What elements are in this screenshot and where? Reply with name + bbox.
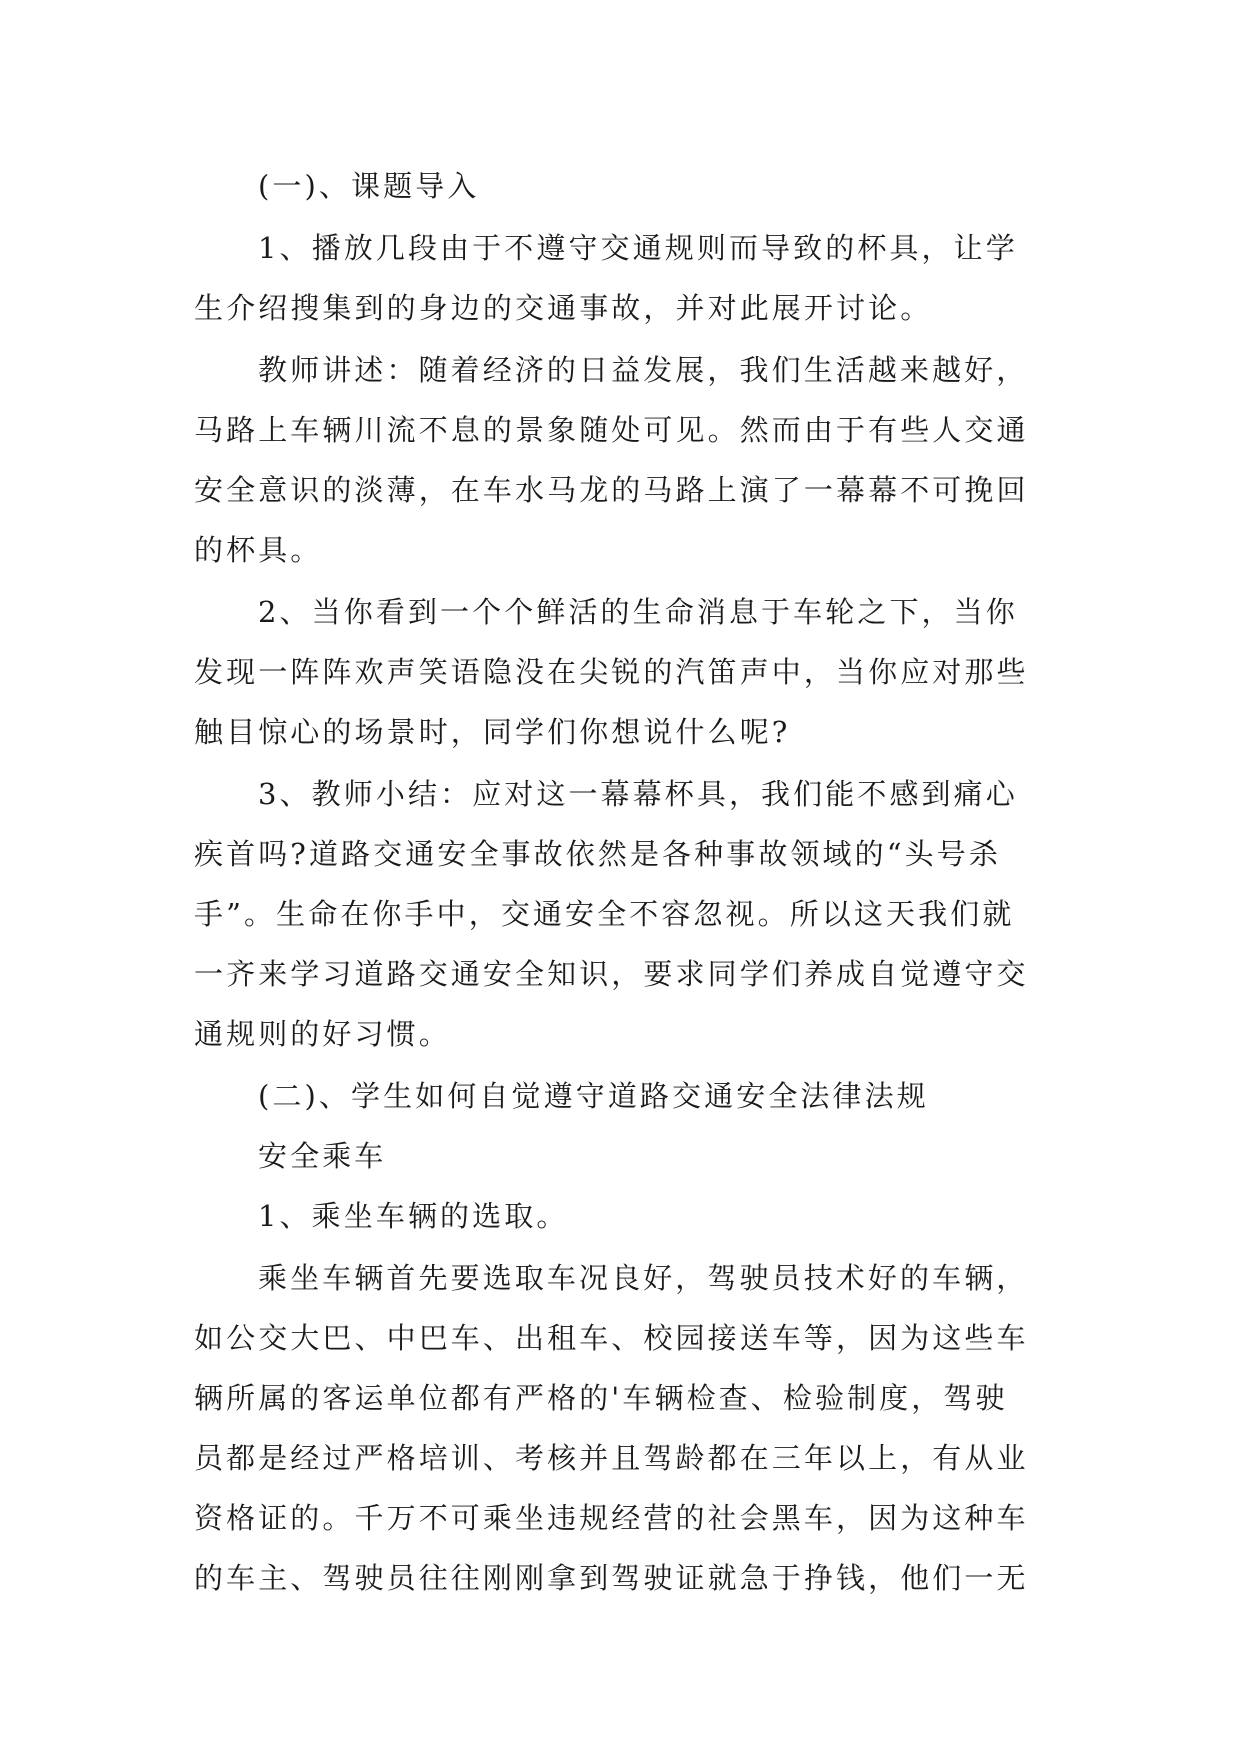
paragraph-2-line-3: 安全意识的淡薄，在车水马龙的马路上演了一幕幕不可挽回 (194, 473, 1029, 507)
paragraph-5-line-3: 辆所属的客运单位都有严格的'车辆检查、检验制度，驾驶 (194, 1381, 1008, 1415)
paragraph-5-line-2: 如公交大巴、中巴车、出租车、校园接送车等，因为这些车 (194, 1321, 1029, 1355)
subheading-safe-ride: 安全乘车 (258, 1139, 387, 1173)
paragraph-5-line-5: 资格证的。千万不可乘坐违规经营的社会黑车，因为这种车 (194, 1501, 1029, 1535)
paragraph-1-line-2: 生介绍搜集到的身边的交通事故，并对此展开讨论。 (194, 291, 933, 325)
paragraph-5-line-6: 的车主、驾驶员往往刚刚拿到驾驶证就急于挣钱，他们一无 (194, 1561, 1029, 1595)
paragraph-3-line-3: 触目惊心的场景时，同学们你想说什么呢? (194, 715, 791, 749)
section-heading-2: (二)、学生如何自觉遵守道路交通安全法律法规 (258, 1079, 929, 1113)
paragraph-4-line-5: 通规则的好习惯。 (194, 1017, 451, 1051)
subheading-vehicle-choice: 1、乘坐车辆的选取。 (258, 1199, 569, 1233)
paragraph-2-line-2: 马路上车辆川流不息的景象随处可见。然而由于有些人交通 (194, 413, 1029, 447)
paragraph-4-line-1: 3、教师小结：应对这一幕幕杯具，我们能不感到痛心 (258, 777, 1018, 811)
paragraph-2-line-1: 教师讲述：随着经济的日益发展，我们生活越来越好， (258, 353, 1029, 387)
section-heading-1: (一)、课题导入 (258, 169, 480, 203)
paragraph-5-line-1: 乘坐车辆首先要选取车况良好，驾驶员技术好的车辆， (258, 1261, 1029, 1295)
paragraph-3-line-2: 发现一阵阵欢声笑语隐没在尖锐的汽笛声中，当你应对那些 (194, 655, 1029, 689)
paragraph-1-line-1: 1、播放几段由于不遵守交通规则而导致的杯具，让学 (258, 231, 1018, 265)
paragraph-4-line-3: 手”。生命在你手中，交通安全不容忽视。所以这天我们就 (194, 897, 1015, 931)
paragraph-3-line-1: 2、当你看到一个个鲜活的生命消息于车轮之下，当你 (258, 595, 1018, 629)
paragraph-4-line-4: 一齐来学习道路交通安全知识，要求同学们养成自觉遵守交 (194, 957, 1029, 991)
paragraph-5-line-4: 员都是经过严格培训、考核并且驾龄都在三年以上，有从业 (194, 1441, 1029, 1475)
paragraph-2-line-4: 的杯具。 (194, 533, 323, 567)
paragraph-4-line-2: 疾首吗?道路交通安全事故依然是各种事故领域的“头号杀 (194, 837, 1001, 871)
